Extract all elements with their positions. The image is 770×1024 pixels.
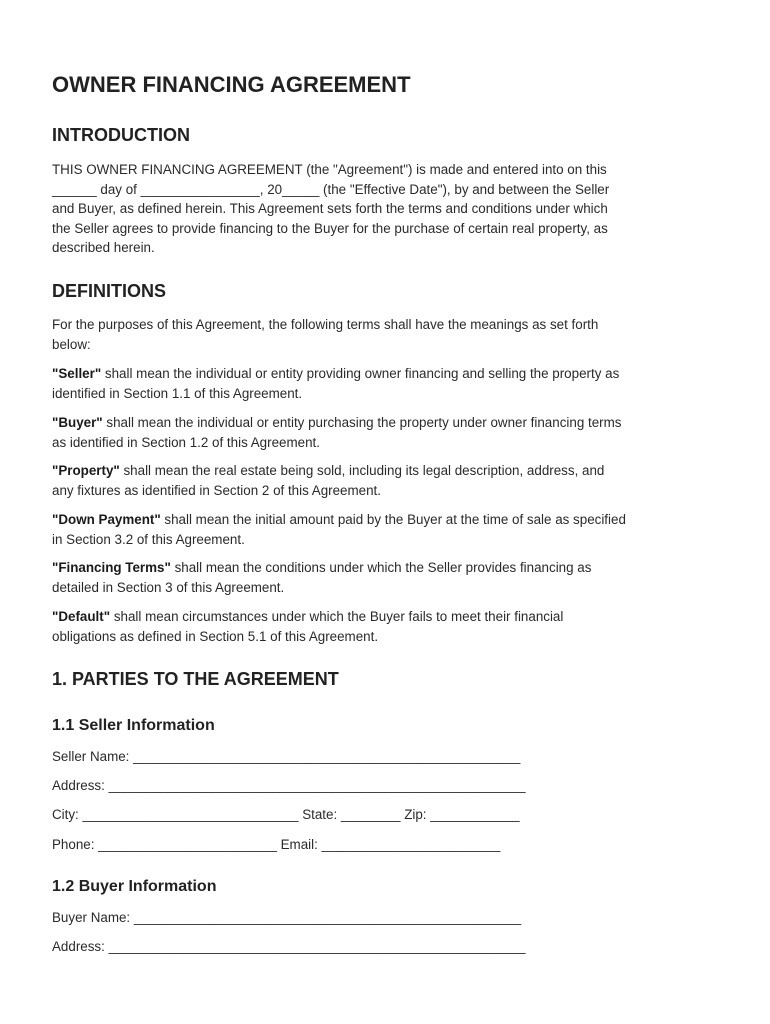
definition-seller — [52, 364, 722, 403]
buyer-info-heading: 1.2 Buyer Information — [52, 878, 217, 895]
definition-text: any fixtures as identified in Section 2 of this Agreement. — [52, 482, 381, 498]
definition-text: shall mean the individual or entity providing owner financing and selling the property as — [101, 366, 620, 381]
buyer-address-field: Address: ________________________________________________________ — [52, 939, 526, 954]
definition-text: in Section 3.2 of this Agreement. — [52, 531, 245, 547]
definition-term: "Property" — [52, 463, 120, 478]
intro-line: the Seller agrees to provide financing to the Buyer for the purchase of certain real property, as — [52, 220, 608, 236]
definition-default — [52, 607, 722, 646]
definition-text: shall mean circumstances under which the Buyer fails to meet their financial — [110, 609, 564, 624]
definition-term: "Financing Terms" — [52, 560, 171, 575]
introduction-paragraph — [52, 160, 722, 258]
definition-term: "Seller" — [52, 366, 102, 381]
definition-text: shall mean the individual or entity purchasing the property under owner financing terms — [102, 415, 622, 430]
intro-line: ______ day of ________________, 20_____ (the "Effective Date"), by and between the Seller — [52, 181, 610, 197]
definition-term: "Buyer" — [52, 415, 103, 430]
seller-name-field: Seller Name: ____________________________________________________ — [52, 749, 521, 764]
definition-down-payment — [52, 510, 722, 549]
definition-text: identified in Section 1.1 of this Agreement. — [52, 385, 303, 401]
definition-buyer — [52, 413, 722, 452]
definition-property — [52, 461, 722, 500]
seller-address-field: Address: ________________________________________________________ — [52, 778, 526, 793]
document-title: OWNER FINANCING AGREEMENT — [52, 72, 411, 97]
definitions-intro — [52, 315, 722, 354]
introduction-heading: INTRODUCTION — [52, 125, 190, 145]
definition-text: shall mean the conditions under which the Seller provides financing as — [170, 560, 592, 575]
intro-line: described herein. — [52, 240, 155, 256]
definition-text: detailed in Section 3 of this Agreement. — [52, 579, 285, 595]
definition-text: as identified in Section 1.2 of this Agreement. — [52, 434, 320, 450]
seller-city-state-zip-field: City: _____________________________ State: ________ Zip: ____________ — [52, 807, 520, 822]
definitions-intro-line: For the purposes of this Agreement, the following terms shall have the meanings as set forth — [52, 317, 599, 332]
intro-line: and Buyer, as defined herein. This Agreement sets forth the terms and conditions under which — [52, 201, 608, 217]
definition-term: "Down Payment" — [52, 512, 161, 527]
definition-financing-terms — [52, 558, 722, 597]
seller-phone-email-field: Phone: ________________________ Email: ________________________ — [52, 837, 501, 852]
section-1-heading: 1. PARTIES TO THE AGREEMENT — [52, 669, 339, 689]
definition-text: obligations as defined in Section 5.1 of this Agreement. — [52, 628, 379, 644]
buyer-name-field: Buyer Name: ____________________________________________________ — [52, 910, 522, 925]
definition-text: shall mean the real estate being sold, including its legal description, address, and — [119, 463, 605, 478]
intro-line: THIS OWNER FINANCING AGREEMENT (the "Agreement") is made and entered into on this — [52, 162, 607, 177]
definitions-heading: DEFINITIONS — [52, 281, 167, 301]
seller-info-heading: 1.1 Seller Information — [52, 717, 215, 734]
definition-text: shall mean the initial amount paid by the Buyer at the time of sale as specified — [160, 512, 626, 527]
definitions-intro-line: below: — [52, 336, 91, 352]
definition-term: "Default" — [52, 609, 111, 624]
